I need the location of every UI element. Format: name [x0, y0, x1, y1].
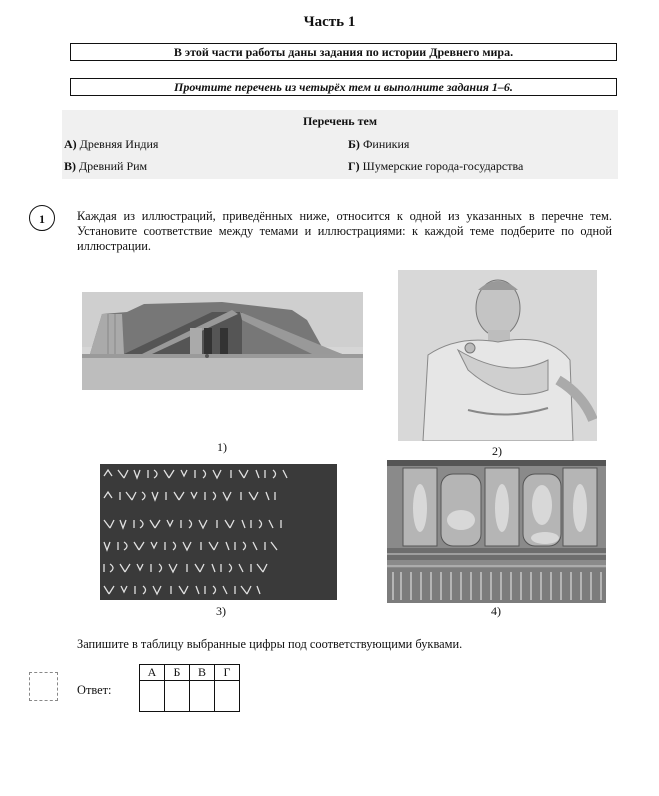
- page-title: Часть 1: [303, 14, 356, 30]
- topic-letter: В): [64, 159, 76, 173]
- answer-header-v: В: [190, 665, 215, 681]
- illustration-2-caption: 2): [492, 444, 502, 458]
- statue-image: [398, 270, 597, 441]
- answer-header-a: А: [140, 665, 165, 681]
- ziggurat-image: [82, 292, 363, 390]
- task-number-badge: 1: [29, 205, 55, 231]
- inscription-image: [100, 464, 337, 600]
- topic-text: Шумерские города-государства: [362, 159, 524, 173]
- illustration-3-caption: 3): [216, 604, 226, 618]
- illustration-4-relief: [387, 460, 606, 603]
- illustration-3-inscription: [100, 464, 337, 600]
- illustration-4-caption: 4): [491, 604, 501, 618]
- intro-box: В этой части работы даны задания по истории Древнего мира.: [70, 43, 617, 61]
- answer-cell-b[interactable]: [165, 681, 190, 712]
- task-text: Каждая из иллюстраций, приведённых ниже, относится к одной из указанных в перечне тем. Установите соответствие между темами и иллюстрациями: к каждой теме подберите по одной иллюстрации.: [77, 209, 612, 253]
- topic-text: Древняя Индия: [79, 137, 159, 151]
- topics-heading: Перечень тем: [302, 114, 378, 128]
- answer-table: [139, 664, 240, 712]
- topic-letter: Г): [348, 159, 360, 173]
- illustration-1-ziggurat: [82, 292, 363, 390]
- topic-letter: А): [64, 137, 77, 151]
- answer-cell-a[interactable]: [140, 681, 165, 712]
- illustration-2-statue: [398, 270, 597, 441]
- answer-cell-g[interactable]: [215, 681, 240, 712]
- topic-letter: Б): [348, 137, 360, 151]
- write-instruction: Запишите в таблицу выбранные цифры под соответствующими буквами.: [77, 637, 463, 651]
- relief-image: [387, 460, 606, 603]
- topic-item: [348, 137, 409, 152]
- score-box: [29, 672, 58, 701]
- topic-item: [64, 159, 147, 174]
- topic-text: Финикия: [362, 137, 410, 151]
- topic-item: [348, 159, 523, 174]
- answer-label: Ответ:: [77, 683, 112, 697]
- answer-cell-v[interactable]: [190, 681, 215, 712]
- instruction-box: Прочтите перечень из четырёх тем и выполните задания 1–6.: [70, 78, 617, 96]
- illustration-1-caption: 1): [217, 440, 227, 454]
- answer-header-b: Б: [165, 665, 190, 681]
- topic-text: Древний Рим: [79, 159, 148, 173]
- topics-list: [62, 110, 618, 179]
- topic-item: [64, 137, 158, 152]
- answer-header-g: Г: [215, 665, 240, 681]
